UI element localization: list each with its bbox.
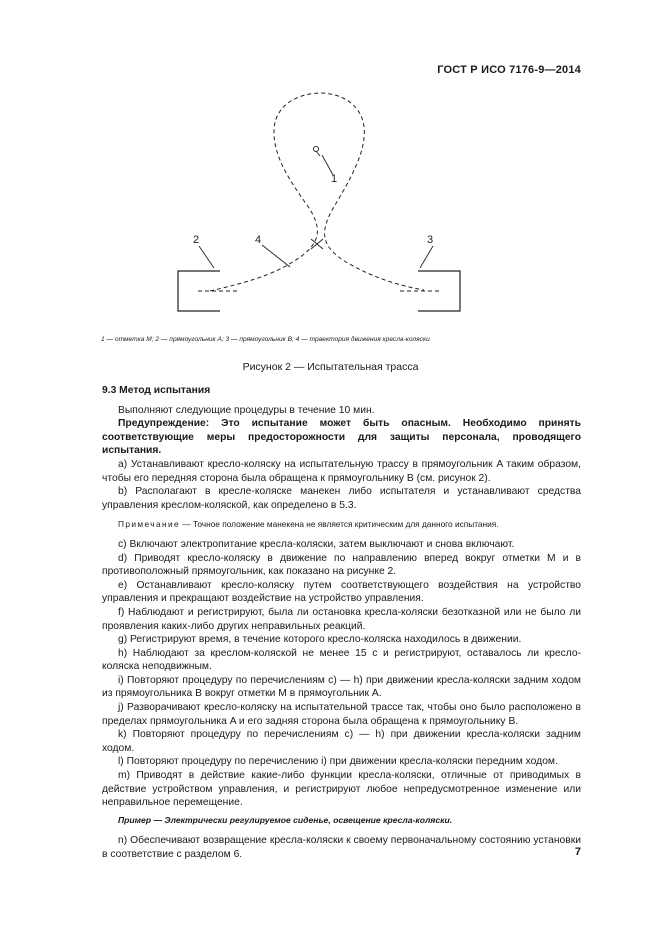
page-number: 7 bbox=[574, 846, 581, 858]
test-track-figure bbox=[0, 0, 661, 360]
figure-legend: 1 — отметка M; 2 — прямоугольник A; 3 — прямоугольник B; 4 — траектория движения кресла-коляски bbox=[101, 336, 430, 343]
example-paragraph: Пример — Электрически регулируемое сиденье, освещение кресла-коляски. bbox=[118, 814, 453, 825]
item-g: g) Регистрируют время, в течение которого кресло-коляска находилось в движении. bbox=[118, 634, 522, 646]
warning-lead: Предупреждение: bbox=[118, 418, 210, 430]
document-code: ГОСТ Р ИСО 7176-9—2014 bbox=[437, 64, 581, 76]
mark-m-tick bbox=[316, 151, 320, 156]
item-a: a) Устанавливают кресло-коляску на испытательную трассу в прямоугольник A таким образом, чтобы его передняя сторона была обращена к прямоугольнику B (см. рисунок 2). bbox=[102, 458, 581, 484]
trajectory-path-left bbox=[210, 93, 424, 291]
item-l: l) Повторяют процедуру по перечислению i) при движении кресла-коляски передним ходом. bbox=[118, 756, 558, 768]
item-b: b) Располагают в кресле-коляске манекен либо испытателя и устанавливают средства управления креслом-коляской, как определено в 5.3. bbox=[102, 486, 581, 511]
note-lead: Примечание bbox=[118, 519, 181, 530]
section-body bbox=[102, 384, 581, 862]
item-e: e) Останавливают кресло-коляску путем соответствующего воздействия на устройство управления и прекращают воздействие на устройство управления. bbox=[102, 579, 581, 605]
item-j: j) Разворачивают кресло-коляску на испытательной трассе так, чтобы оно было расположено в пределах прямоугольника A и его задняя сторона была обращена к прямоугольнику B. bbox=[102, 702, 581, 727]
mark-m bbox=[313, 146, 318, 151]
label-3: 3 bbox=[427, 234, 434, 246]
leader-1 bbox=[322, 155, 333, 175]
item-i: i) Повторяют процедуру по перечислениям c) — h) при движении кресла-коляски задним ходом из прямоугольника B вокруг отметки M в прямоугольник A. bbox=[102, 674, 581, 700]
figure-caption: Рисунок 2 — Испытательная трасса bbox=[242, 361, 419, 373]
warning-text: Это испытание может быть опасным. Необходимо принять соответствующие меры предосторожности для защиты персонала, проводящего испытания. bbox=[102, 418, 581, 457]
label-2: 2 bbox=[193, 234, 200, 246]
note-paragraph bbox=[102, 518, 581, 532]
paragraph-intro: Выполняют следующие процедуры в течение 10 мин. bbox=[118, 404, 375, 416]
label-4: 4 bbox=[255, 234, 262, 246]
warning-paragraph bbox=[102, 417, 581, 458]
item-d: d) Приводят кресло-коляску в движение по направлению вперед вокруг отметки M и в противоположный прямоугольник, как показано на рисунке 2. bbox=[102, 552, 581, 578]
item-m: m) Приводят в действие какие-либо функции кресла-коляски, отличные от приводимых в действие устройством управления, и регистрируют любое непредусмотренное изменение или неправильное перемещение. bbox=[102, 770, 581, 809]
leader-4 bbox=[262, 245, 290, 267]
leader-3 bbox=[420, 246, 433, 268]
leader-2 bbox=[199, 246, 214, 268]
item-h: h) Наблюдают за креслом-коляской не менее 15 с и регистрируют, оставалось ли кресло-коляска неподвижным. bbox=[102, 647, 581, 673]
item-f: f) Наблюдают и регистрируют, была ли остановка кресла-коляски безотказной или не было ли проявления каких-либо других неправильных реакций. bbox=[102, 606, 581, 632]
note-text: — Точное положение манекена не является критическим для данного испытания. bbox=[180, 519, 499, 530]
item-k: k) Повторяют процедуру по перечислениям c) — h) при движении кресла-коляски задним ходом. bbox=[102, 729, 581, 754]
label-1: 1 bbox=[331, 173, 338, 185]
section-title: 9.3 Метод испытания bbox=[102, 385, 211, 396]
item-n: n) Обеспечивают возвращение кресла-коляски к своему первоначальному состоянию установки в соответствие с разделом 6. bbox=[102, 835, 581, 860]
item-c: c) Включают электропитание кресла-коляски, затем выключают и снова включают. bbox=[118, 538, 515, 550]
